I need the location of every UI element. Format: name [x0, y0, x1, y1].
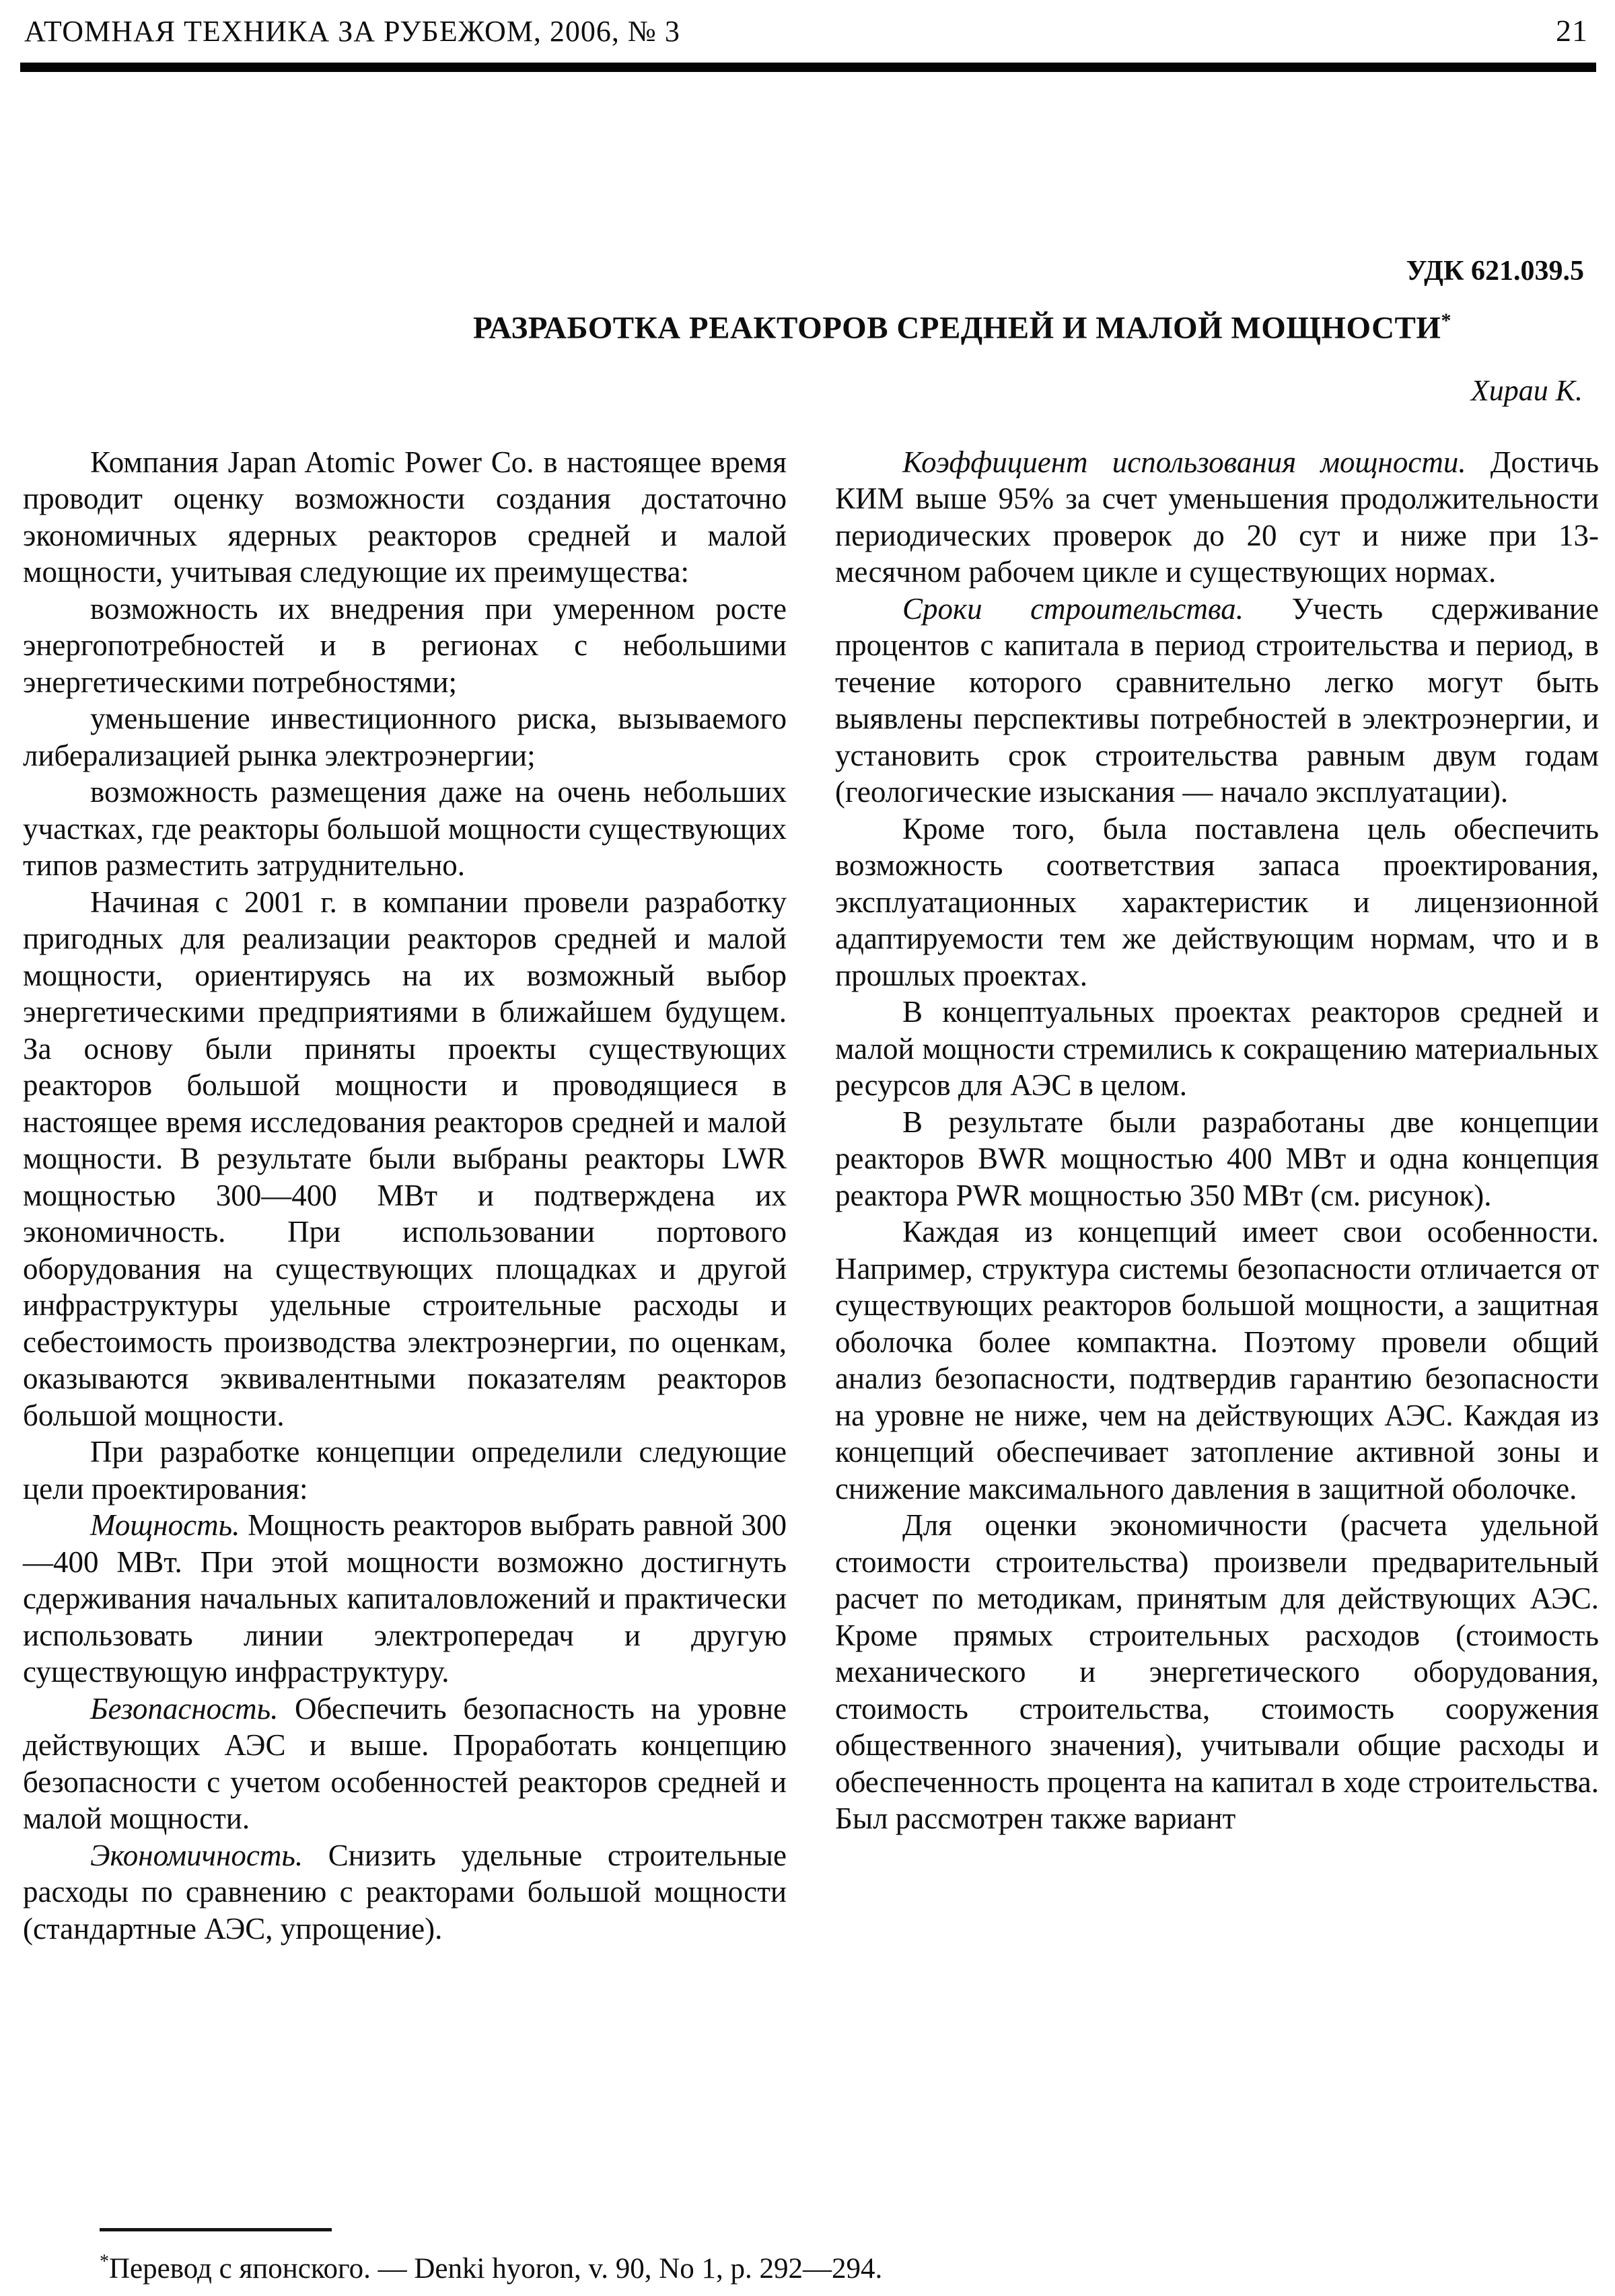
article-body — [0, 444, 1615, 1948]
running-head — [0, 0, 1615, 49]
footnote-rule — [100, 2228, 332, 2231]
paragraph: Мощность. Мощность реакторов выбрать равной 300—400 МВт. При этой мощности возможно достигнуть сдерживания начальных капиталовложений и практически использовать линии электропередач и другую существующую инфраструктуру. — [23, 1508, 787, 1689]
paragraph: Для оценки экономичности (расчета удельной стоимости строительства) произвели предварительный расчет по методикам, принятым для действующих АЭС. Кроме прямых строительных расходов (стоимость механического и энергетического оборудования, стоимость строительства, стоимость сооружения общественного значения), учитывали общие расходы и обеспеченность процента на капитал в ходе строительства. Был рассмотрен также вариант — [835, 1508, 1599, 1836]
paragraph: Компания Japan Atomic Power Co. в настоящее время проводит оценку возможности создания достаточно экономичных ядерных реакторов средней и малой мощности, учитывая следующие их преимущества: — [23, 445, 787, 589]
article-title — [336, 302, 1588, 347]
paragraph: При разработке концепции определили следующие цели проектирования: — [23, 1435, 787, 1506]
header-rule — [20, 63, 1596, 72]
footnote-body: Перевод с японского. — Denki hyoron, v. 90, No 1, p. 292—294. — [109, 2253, 883, 2285]
page-number: 21 — [1556, 13, 1588, 48]
paragraph: Каждая из концепций имеет свои особенности. Например, структура системы безопасности отличается от существующих реакторов большой мощности, а защитная оболочка более компактна. Поэтому провели общий анализ безопасности, подтвердив гарантию безопасности на уровне не ниже, чем на действующих АЭС. Каждая из концепций обеспечивает затопление активной зоны и снижение максимального давления в защитной оболочке. — [835, 1215, 1599, 1506]
paragraph: Начиная с 2001 г. в компании провели разработку пригодных для реализации реакторов средней и малой мощности, ориентируясь на их возможный выбор энергетическими предприятиями в ближайшем будущем. За основу были приняты проекты существующих реакторов большой мощности и проводящиеся в настоящее время исследования реакторов средней и малой мощности. В результате были выбраны реакторы LWR мощностью 300—400 МВт и подтверждена их экономичность. При использовании портового оборудования на существующих площадках и другой инфраструктуры удельные строительные расходы и себестоимость производства электроэнергии, по оценкам, оказываются эквивалентными показателям реакторов большой мощности. — [23, 885, 787, 1432]
journal-title: АТОМНАЯ ТЕХНИКА ЗА РУБЕЖОМ, 2006, № 3 — [24, 15, 680, 48]
footnote — [24, 2228, 919, 2287]
paragraph: Сроки строительства. Учесть сдерживание процентов с капитала в период строительства и период, в течение которого сравнительно легко могут быть выявлены перспективы потребностей в электроэнергии, и установить срок строительства равным двум годам (геологические изыскания — начало эксплуатации). — [835, 591, 1599, 809]
article-title-text: РАЗРАБОТКА РЕАКТОРОВ СРЕДНЕЙ И МАЛОЙ МОЩНОСТИ — [473, 310, 1441, 346]
paragraph: Экономичность. Снизить удельные строительные расходы по сравнению с реакторами большой мощности (стандартные АЭС, упрощение). — [23, 1838, 787, 1946]
article-author: Хираи К. — [1470, 373, 1583, 407]
left-column — [23, 444, 787, 1948]
paragraph-lead: Коэффициент использования мощности. — [902, 445, 1491, 479]
paragraph: Безопасность. Обеспечить безопасность на уровне действующих АЭС и выше. Проработать концепцию безопасности с учетом особенностей реакторов средней и малой мощности. — [23, 1691, 787, 1836]
paragraph-lead: Экономичность. — [90, 1838, 328, 1872]
footnote-text — [24, 2252, 919, 2287]
paragraph: В концептуальных проектах реакторов средней и малой мощности стремились к сокращению материальных ресурсов для АЭС в целом. — [835, 995, 1599, 1103]
paragraph-lead: Безопасность. — [90, 1691, 295, 1726]
paragraph: В результате были разработаны две концепции реакторов BWR мощностью 400 МВт и одна концепция реактора PWR мощностью 350 МВт (см. рисунок). — [835, 1105, 1599, 1212]
paragraph: уменьшение инвестиционного риска, вызываемого либерализацией рынка электроэнергии; — [23, 702, 787, 772]
udc-code: УДК 621.039.5 — [1406, 256, 1584, 287]
paragraph: возможность их внедрения при умеренном росте энергопотребностей и в регионах с небольшими энергетическими потребностями; — [23, 591, 787, 699]
paragraph-lead: Мощность. — [90, 1508, 248, 1543]
paragraph: Кроме того, была поставлена цель обеспечить возможность соответствия запаса проектирования, эксплуатационных характеристик и лицензионной адаптируемости тем же действующим нормам, что и в прошлых проектах. — [835, 811, 1599, 992]
paragraph: возможность размещения даже на очень небольших участках, где реакторы большой мощности существующих типов разместить затруднительно. — [23, 775, 787, 883]
paragraph: Коэффициент использования мощности. Достичь КИМ выше 95% за счет уменьшения продолжительности периодических проверок до 20 сут и ниже при 13-месячном рабочем цикле и существующих нормах. — [835, 445, 1599, 589]
title-footnote-mark: * — [1441, 309, 1451, 332]
paragraph-lead: Сроки строительства. — [902, 591, 1292, 626]
right-column — [835, 444, 1599, 1948]
footnote-mark: * — [100, 2251, 109, 2272]
